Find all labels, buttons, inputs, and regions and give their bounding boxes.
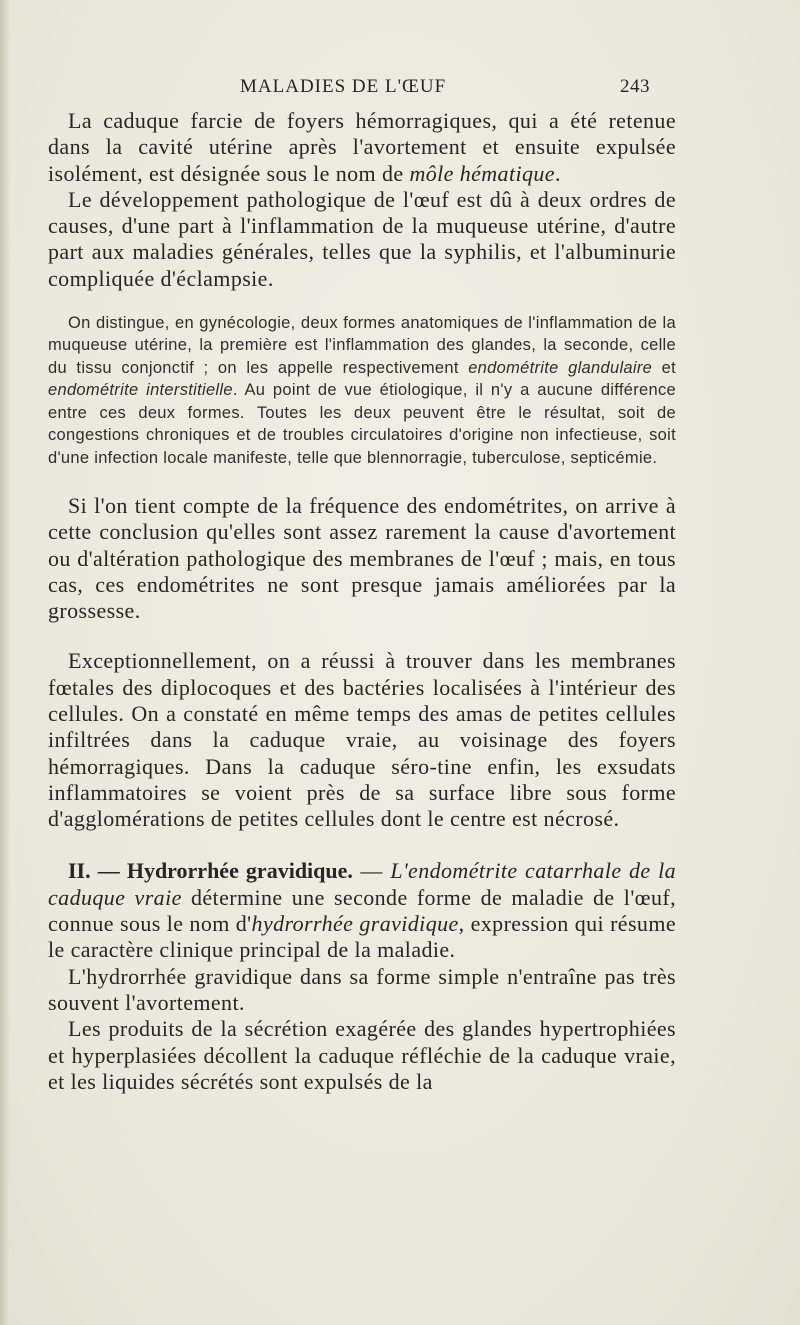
text-run: , expression qui résume le caractère clinique principal de la maladie. (48, 911, 677, 963)
italic-term: endométrite interstitielle (48, 381, 233, 400)
running-header (240, 76, 650, 98)
text-run: Exceptionnellement, on a réussi à trouver dans les membranes fœtales des diplocoques et des bactéries localisées à l'intérieur des cellules. On a constaté en même temps des amas de petites cellules infiltrées dans la caduque vraie, au voisinage des foyers hémorragiques. Dans la caduque séro-tine enfin, les exsudats inflammatoires se voient près de sa surface libre sous forme d'agglomérations de petites cellules dont le centre est nécrosé. (48, 648, 676, 832)
paragraph-exceptionnellement (48, 648, 676, 832)
italic-term: hydrorrhée gravidique (251, 911, 459, 937)
page-number: 243 (620, 76, 650, 97)
text-run: — (352, 858, 391, 884)
page-binding-edge (0, 0, 10, 1325)
italic-term: L'endométrite catarrhale de la caduque vraie (48, 858, 676, 910)
page-body (48, 108, 676, 1095)
text-run: Les produits de la sécrétion exagérée des glandes hypertrophiées et hyperplasiées décollent la caduque réfléchie de la caduque vraie, et les liquides sécrétés sont expulsés de la (48, 1016, 676, 1094)
paragraph-produits (48, 1016, 676, 1095)
text-run: L'hydrorrhée gravidique dans sa forme simple n'entraîne pas très souvent l'avortement. (48, 963, 676, 1015)
text-run: et (652, 358, 676, 377)
text-run: . (554, 160, 561, 186)
paragraph-note-endometrite (48, 312, 676, 469)
paragraph-causes (48, 187, 676, 292)
text-run: Si l'on tient compte de la fréquence des endométrites, on arrive à cette conclusion qu'elles sont assez rarement la cause d'avortement ou d'altération pathologique des membranes de l'œuf ; mais, en tous cas, ces endométrites ne sont presque jamais améliorées par la grossesse. (48, 492, 676, 624)
italic-term: endométrite glandulaire (468, 358, 653, 377)
italic-term: môle hématique (409, 160, 555, 186)
text-run: On distingue, en gynécologie, deux formes anatomiques de l'inflammation de la muqueuse utérine, la première est l'inflammation des glandes, la seconde, celle du tissu conjonctif ; on les appelle respectivement (48, 314, 676, 377)
paragraph-forme-simple (48, 964, 676, 1017)
text-run: La caduque farcie de foyers hémorragiques, qui a été retenue dans la cavité utérine après l'avortement et ensuite expulsée isolément, est désignée sous le nom de (48, 108, 676, 186)
paragraph-mole-hematique (48, 108, 676, 187)
text-run: Le développement pathologique de l'œuf est dû à deux ordres de causes, d'une part à l'inflammation de la muqueuse utérine, d'autre part aux maladies générales, telles que la syphilis, et l'albuminurie compliquée d'éclampsie. (48, 186, 676, 291)
running-title: MALADIES DE L'ŒUF (240, 76, 447, 97)
text-run: détermine une seconde forme de maladie de l'œuf, connue sous le nom d' (48, 884, 676, 937)
paragraph-frequence (48, 493, 676, 624)
section-hydrorrhee (48, 858, 676, 963)
section-heading: II. — Hydrorrhée gravidique. (68, 858, 353, 884)
text-run: . Au point de vue étiologique, il n'y a aucune différence entre ces deux formes. Toutes les deux peuvent être le résultat, soit de congestions chroniques et de troubles circulatoires d'origine non infectieuse, soit d'une infection locale manifeste, telle que blennorragie, tuberculose, septicémie. (48, 381, 676, 467)
